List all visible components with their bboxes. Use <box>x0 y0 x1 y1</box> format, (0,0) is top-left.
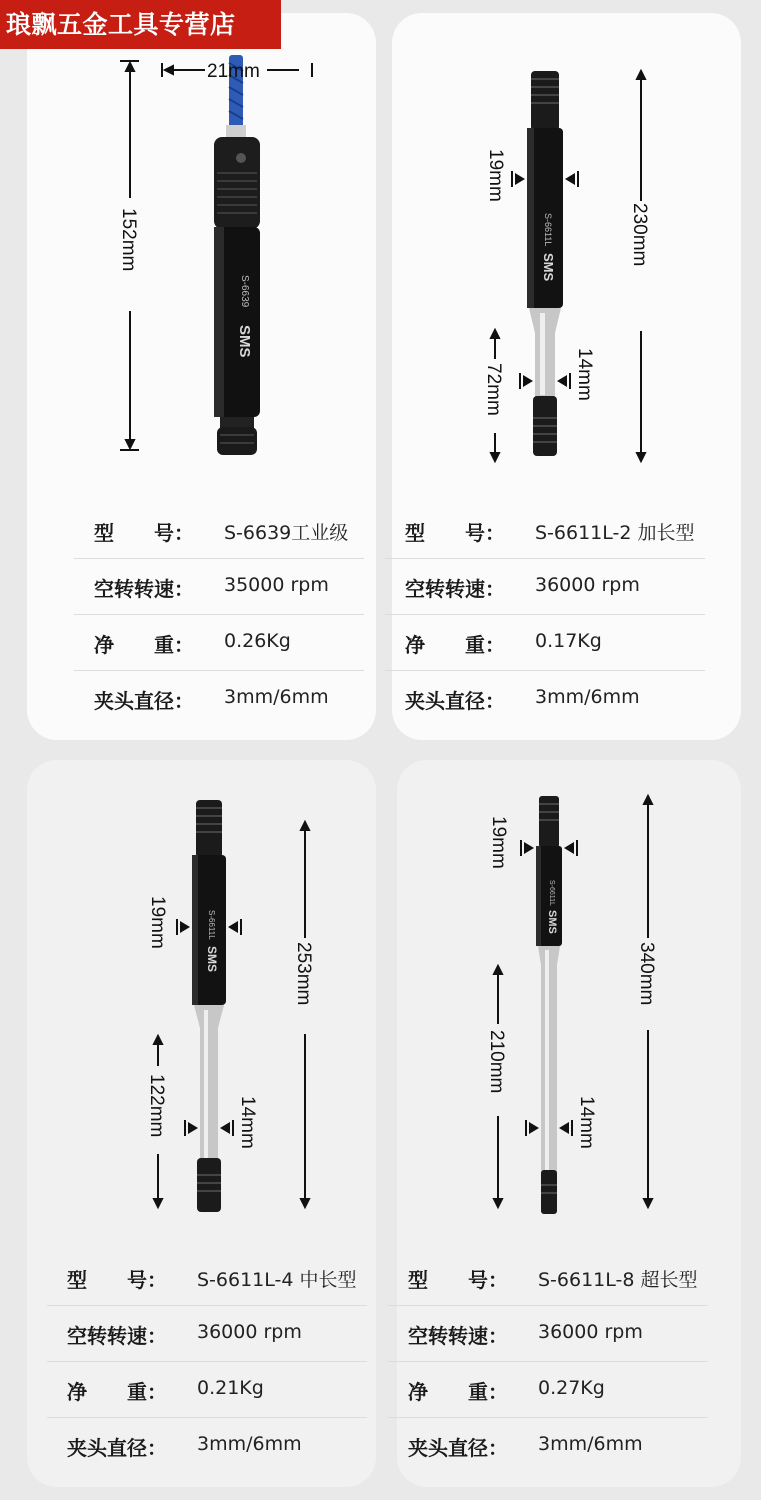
spec-row-model: 型 号： S-6611L-4 中长型 <box>47 1250 367 1306</box>
spec-row-weight: 净 重： 0.21Kg <box>47 1362 367 1418</box>
spec-row-weight: 净 重： 0.17Kg <box>385 615 705 671</box>
spec-row-collet: 夹头直径： 3mm/6mm <box>408 1433 643 1460</box>
ext-length-label: 72mm <box>483 363 504 416</box>
brand-mark: SMS <box>205 946 219 973</box>
spec-row-weight: 净 重： 0.26Kg <box>74 615 364 671</box>
body-diameter-label: 19mm <box>488 816 509 869</box>
model-mark: S-6611L <box>543 213 553 247</box>
spec-row-speed: 空转转速： 36000 rpm <box>47 1306 367 1362</box>
shop-banner: 琅飘五金工具专营店 <box>0 0 281 49</box>
ext-diameter-label: 14mm <box>576 1096 597 1149</box>
spec-row-speed: 空转转速： 36000 rpm <box>385 559 705 615</box>
product-card-s6639 <box>27 13 376 740</box>
width-label: 21mm <box>207 61 260 82</box>
spec-table <box>74 503 364 727</box>
body-diameter-label: 19mm <box>147 896 168 949</box>
model-mark: S-6639 <box>239 275 250 308</box>
tool-image-s6611l-2 <box>392 13 741 493</box>
total-length-label: 253mm <box>293 942 314 1006</box>
spec-row-model: 型 号： S-6639工业级 <box>74 503 364 559</box>
model-mark: S-6611L <box>207 910 216 940</box>
body-diameter-label: 19mm <box>485 149 506 202</box>
ext-length-label: 210mm <box>486 1030 507 1094</box>
product-card-s6611l-8 <box>397 760 741 1487</box>
model-mark: S-6611L <box>548 880 555 906</box>
tool-image-s6611l-8 <box>397 760 741 1220</box>
spec-table <box>388 1250 708 1474</box>
spec-row-collet: 夹头直径： 3mm/6mm <box>67 1433 302 1460</box>
spec-row-speed: 空转转速： 35000 rpm <box>74 559 364 615</box>
product-card-s6611l-4 <box>27 760 376 1487</box>
ext-length-label: 122mm <box>146 1074 167 1138</box>
spec-row-model: 型 号： S-6611L-8 超长型 <box>388 1250 708 1306</box>
tool-image-s6639 <box>27 13 376 493</box>
total-length-label: 340mm <box>636 942 657 1006</box>
brand-mark: SMS <box>546 910 558 934</box>
brand-mark: SMS <box>236 325 253 358</box>
spec-row-collet: 夹头直径： 3mm/6mm <box>405 686 640 713</box>
length-label: 152mm <box>118 208 139 272</box>
spec-row-collet: 夹头直径： 3mm/6mm <box>94 686 329 713</box>
spec-table <box>47 1250 367 1474</box>
ext-diameter-label: 14mm <box>574 348 595 401</box>
total-length-label: 230mm <box>629 203 650 267</box>
product-card-s6611l-2 <box>392 13 741 740</box>
spec-table <box>385 503 705 727</box>
spec-row-speed: 空转转速： 36000 rpm <box>388 1306 708 1362</box>
brand-mark: SMS <box>541 253 556 282</box>
spec-row-weight: 净 重： 0.27Kg <box>388 1362 708 1418</box>
tool-image-s6611l-4 <box>27 760 376 1220</box>
ext-diameter-label: 14mm <box>237 1096 258 1149</box>
spec-row-model: 型 号： S-6611L-2 加长型 <box>385 503 705 559</box>
